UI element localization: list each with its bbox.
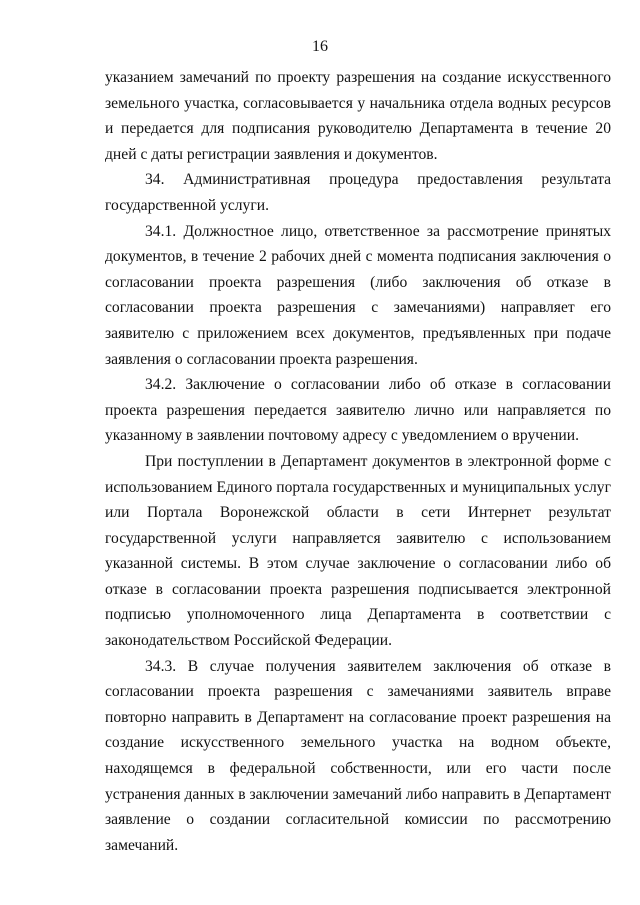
page-number: 16 [312, 38, 328, 55]
paragraph-electronic-form: При поступлении в Департамент документов в электронной форме с использованием Единого портала государственных и муниципальных услуг или Портала Воронежской области в сети Интернет результат государственной услуги направляется заявителю с использованием указанной системы. В этом случае заключение о согласовании либо об отказе в согласовании проекта разрешения подписывается электронной подписью уполномоченного лица Департамента в соответствии с законодательством Российской Федерации. [105, 452, 611, 650]
paragraph-34-3: 34.3. В случае получения заявителем заключения об отказе в согласовании проекта разрешения с замечаниями заявитель вправе повторно направить в Департамент на согласование проект разрешения на создание искусственного земельного участка на водном объекте, находящемся в федеральной собственности, или его части после устранения данных в заключении замечаний либо направить в Департамент заявление о создании согласительной комиссии по рассмотрению замечаний. [105, 657, 611, 854]
paragraph-34-1: 34.1. Должностное лицо, ответственное за рассмотрение принятых документов, в течение 2 рабочих дней с момента подписания заключения о согласовании проекта разрешения (либо заключения об отказе в согласовании проекта разрешения с замечаниями) направляет его заявителю с приложением всех документов, предъявленных при подаче заявления о согласовании проекта разрешения. [105, 222, 611, 368]
paragraph-continuation: указанием замечаний по проекту разрешения на создание искусственного земельного участка, согласовывается у начальника отдела водных ресурсов и передается для подписания руководителю Департамента в течение 20 дней с даты регистрации заявления и документов. [105, 69, 611, 163]
document-body [105, 65, 611, 858]
paragraph-34-heading: 34. Административная процедура предоставления результата государственной услуги. [105, 171, 611, 214]
paragraph-34-2: 34.2. Заключение о согласовании либо об отказе в согласовании проекта разрешения передается заявителю лично или направляется по указанному в заявлении почтовому адресу с уведомлением о вручении. [105, 376, 611, 445]
